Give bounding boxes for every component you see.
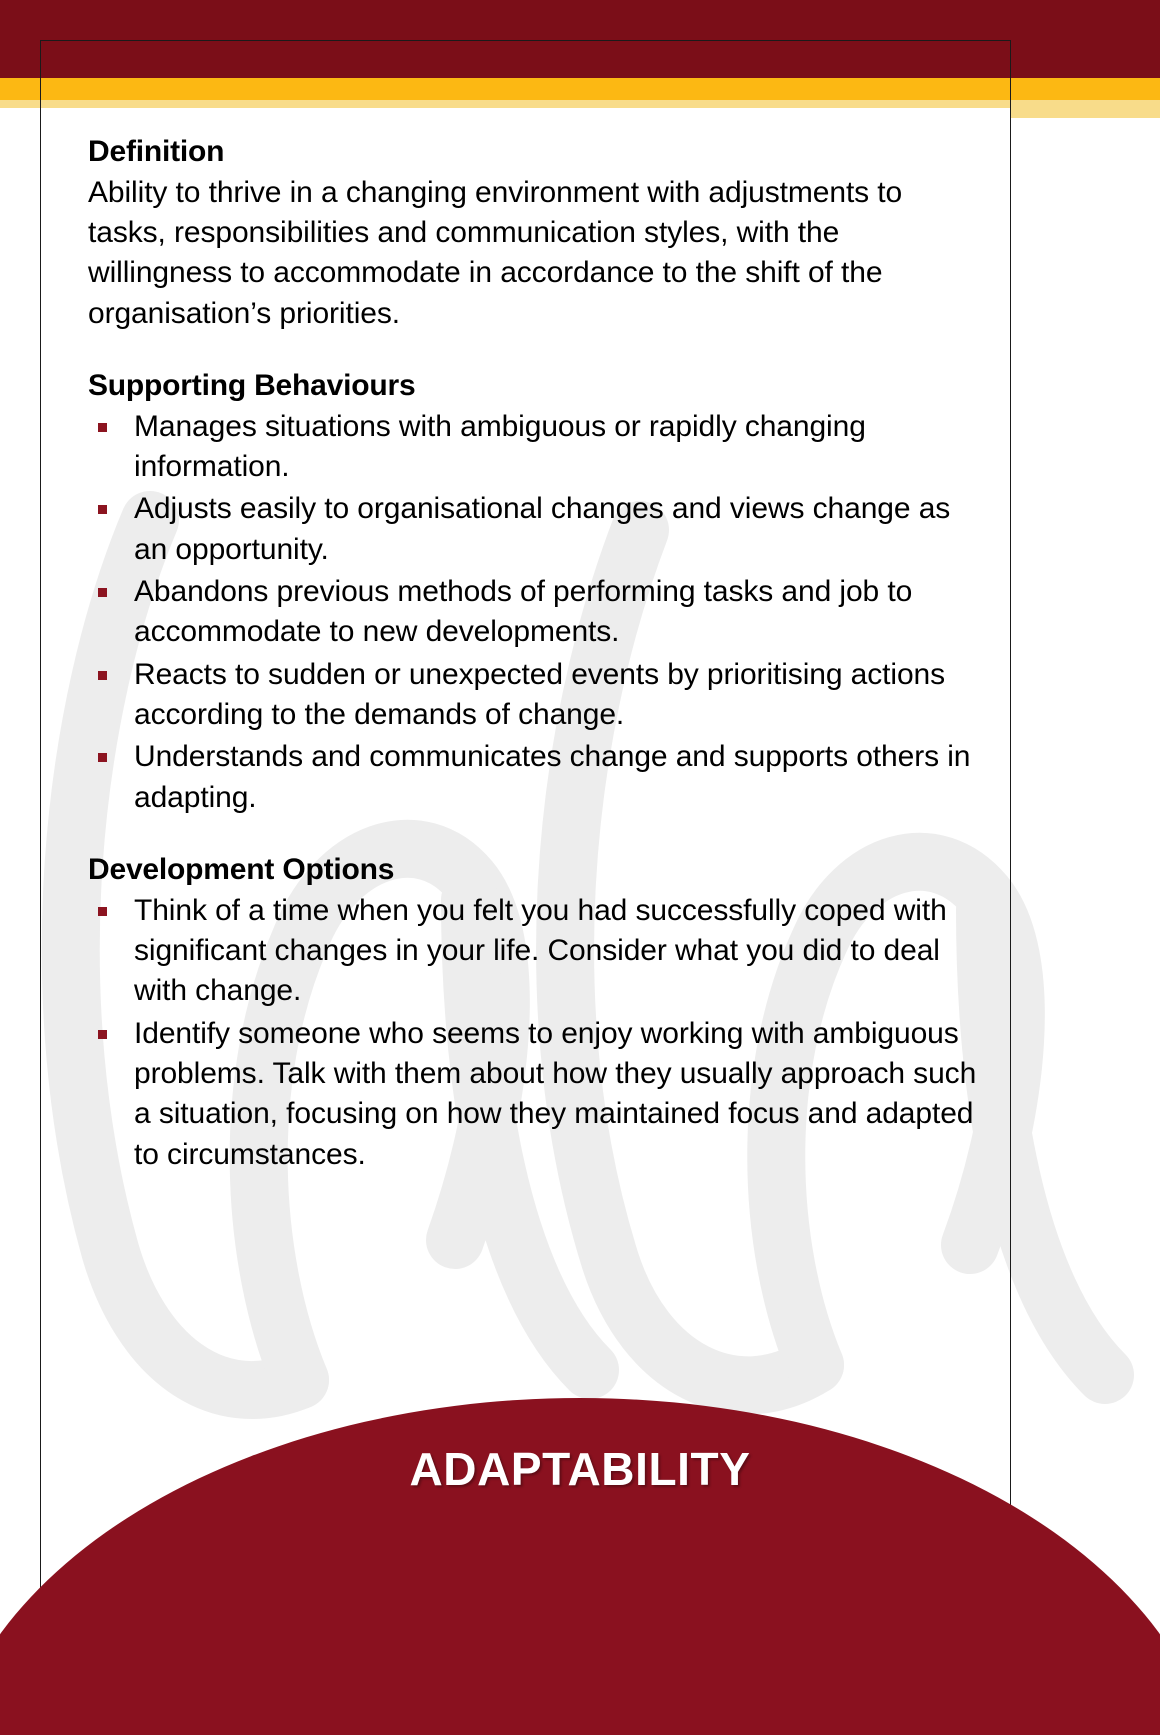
list-item — [88, 737, 978, 818]
list-item-text: Reacts to sudden or unexpected events by prioritising actions according to the demands of change. — [134, 657, 946, 731]
square-bullet-icon — [98, 423, 107, 432]
definition-heading: Definition — [88, 135, 225, 168]
gold-accent-band — [0, 78, 1160, 100]
list-item-text: Adjusts easily to organisational changes and views change as an opportunity. — [134, 492, 951, 566]
list-item — [88, 407, 978, 488]
list-item — [88, 572, 978, 653]
gold-accent-band-light-right — [1010, 100, 1160, 118]
competency-title: ADAPTABILITY — [409, 1443, 751, 1495]
list-item — [88, 655, 978, 736]
list-item — [88, 489, 978, 570]
list-item — [88, 891, 978, 1012]
card-content — [88, 134, 978, 1177]
development-options-list — [88, 891, 978, 1175]
list-item-text: Manages situations with ambiguous or rapidly changing information. — [134, 409, 866, 483]
definition-section — [88, 134, 978, 334]
list-item-text: Abandons previous methods of performing tasks and job to accommodate to new developments. — [134, 574, 913, 649]
supporting-behaviours-section — [88, 368, 978, 818]
square-bullet-icon — [98, 505, 107, 514]
development-options-section — [88, 852, 978, 1175]
square-bullet-icon — [98, 671, 107, 680]
square-bullet-icon — [98, 588, 107, 597]
list-item-text: Identify someone who seems to enjoy working with ambiguous problems. Talk with them about how they usually approach such a situation, focusing on how they maintained focus and adapted to circumstances. — [134, 1016, 977, 1171]
definition-body: Ability to thrive in a changing environment with adjustments to tasks, responsibilities and communication styles, with the willingness to accommodate in accordance to the shift of the organisation’s priorities. — [88, 175, 903, 330]
header-band — [0, 0, 1160, 78]
gold-accent-band-light — [0, 100, 1010, 108]
list-item-text: Understands and communicates change and supports others in adapting. — [134, 740, 971, 814]
supporting-behaviours-heading: Supporting Behaviours — [88, 368, 416, 402]
square-bullet-icon — [98, 753, 107, 762]
square-bullet-icon — [98, 1030, 107, 1039]
square-bullet-icon — [98, 907, 107, 916]
development-options-heading: Development Options — [88, 853, 395, 886]
list-item — [88, 1014, 978, 1175]
list-item-text: Think of a time when you felt you had successfully coped with significant changes in your life. Consider what you did to deal with change. — [134, 893, 947, 1008]
supporting-behaviours-list — [88, 407, 978, 818]
